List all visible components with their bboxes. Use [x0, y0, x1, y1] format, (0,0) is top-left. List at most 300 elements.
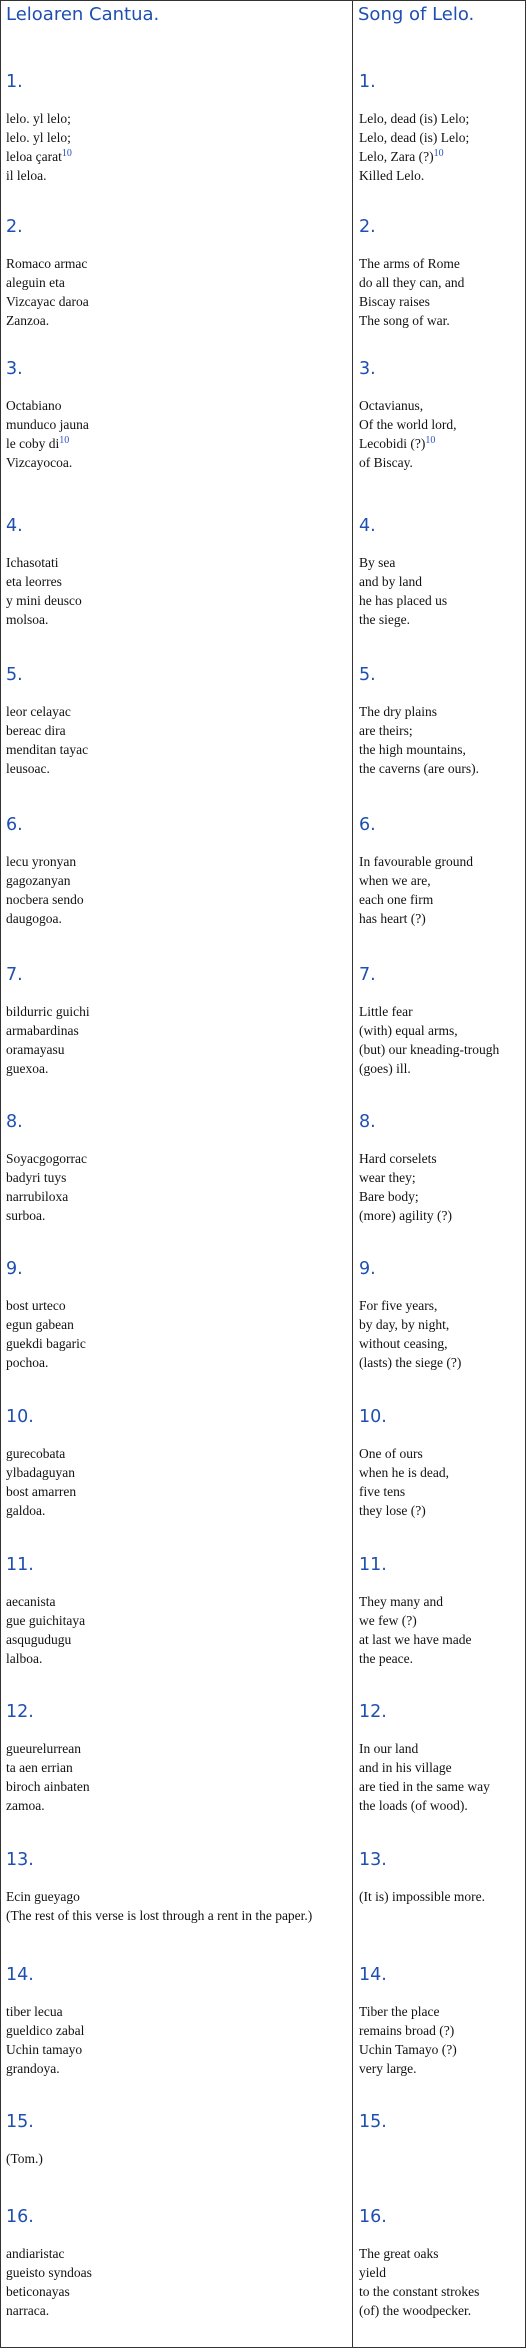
stanza-number: 16. [6, 2207, 34, 2227]
verse-line [359, 1296, 461, 1315]
english-stanza [359, 1964, 457, 2078]
stanza-lines [6, 1444, 76, 1520]
verse-text: (lasts) the siege (?) [359, 1355, 462, 1370]
verse-text: gueldico zabal [6, 2023, 85, 2038]
verse-line [359, 453, 456, 472]
verse-line [6, 1059, 90, 1078]
verse-text: narraca. [6, 2303, 50, 2318]
verse-text: (Tom.) [6, 2151, 43, 2166]
verse-line [359, 1021, 499, 1040]
verse-line [359, 396, 456, 415]
verse-line [359, 147, 469, 166]
verse-line [6, 2040, 84, 2059]
stanza-number: 9. [6, 1259, 23, 1279]
verse-text: In our land [359, 1741, 419, 1756]
verse-text: aleguin eta [6, 275, 65, 290]
stanza-number: 1. [6, 72, 23, 92]
verse-text: Bare body; [359, 1189, 419, 1204]
verse-line [6, 1501, 76, 1520]
stanza-number: 2. [359, 217, 376, 237]
stanza-lines [6, 1739, 90, 1815]
verse-line [6, 1002, 90, 1021]
verse-line [6, 109, 72, 128]
verse-line [6, 909, 84, 928]
verse-text: Vizcayocoa. [6, 455, 73, 470]
verse-line [6, 572, 82, 591]
verse-text: Ichasotati [6, 555, 59, 570]
verse-line [6, 1206, 87, 1225]
verse-line [6, 415, 89, 434]
english-stanza [359, 515, 447, 629]
verse-text: pochoa. [6, 1355, 49, 1370]
verse-text: the loads (of wood). [359, 1798, 468, 1813]
stanza-number: 9. [359, 1259, 376, 1279]
verse-line [6, 1777, 90, 1796]
stanza-number: 7. [6, 965, 23, 985]
stanza-number: 5. [6, 665, 23, 685]
verse-line [6, 591, 82, 610]
stanza-number: 10. [359, 1407, 387, 1427]
verse-line [6, 721, 88, 740]
verse-line [359, 1887, 485, 1906]
basque-stanza [6, 216, 89, 330]
verse-line [6, 1187, 87, 1206]
stanza-lines [359, 254, 464, 330]
verse-text: wear they; [359, 1170, 416, 1185]
verse-line [6, 759, 88, 778]
verse-text: nocbera sendo [6, 892, 84, 907]
verse-text: of Biscay. [359, 455, 413, 470]
stanza-lines [359, 852, 473, 928]
verse-line [359, 1149, 452, 1168]
stanza-lines [6, 1887, 312, 1925]
stanza-lines [6, 2149, 43, 2168]
verse-text: Lelo, dead (is) Lelo; [359, 130, 470, 145]
verse-text: Hard corselets [359, 1151, 437, 1166]
verse-text: The dry plains [359, 704, 437, 719]
verse-line [359, 1501, 449, 1520]
verse-line [359, 1739, 490, 1758]
verse-line [359, 292, 464, 311]
english-stanza [359, 1406, 449, 1520]
stanza-number: 14. [359, 1965, 387, 1985]
verse-line [359, 2040, 457, 2059]
stanza-number: 1. [359, 72, 376, 92]
verse-line [6, 166, 72, 185]
stanza-lines [359, 1296, 461, 1372]
verse-text: egun gabean [6, 1317, 74, 1332]
stanza-number: 7. [359, 965, 376, 985]
basque-column [1, 1, 353, 2347]
verse-text: badyri tuys [6, 1170, 67, 1185]
stanza-lines [6, 2244, 92, 2320]
basque-stanza [6, 1554, 85, 1668]
verse-text: The song of war. [359, 313, 450, 328]
verse-text: has heart (?) [359, 911, 426, 926]
verse-text: molsoa. [6, 612, 49, 627]
verse-line [6, 1296, 86, 1315]
verse-line [6, 273, 89, 292]
verse-line [359, 2059, 457, 2078]
verse-text: very large. [359, 2061, 417, 2076]
stanza-number: 15. [6, 2112, 34, 2132]
verse-text: tiber lecua [6, 2004, 63, 2019]
english-stanza [359, 1701, 490, 1815]
verse-text: the siege. [359, 612, 410, 627]
verse-line [359, 721, 479, 740]
verse-line [6, 702, 88, 721]
verse-text: Octabiano [6, 398, 62, 413]
stanza-number: 4. [359, 516, 376, 536]
stanza-lines [6, 1296, 86, 1372]
stanza-lines [359, 1739, 490, 1815]
verse-text: are tied in the same way [359, 1779, 490, 1794]
verse-line [359, 890, 473, 909]
verse-text: galdoa. [6, 1503, 46, 1518]
stanza-lines [359, 1149, 452, 1225]
verse-line [6, 1021, 90, 1040]
stanza-number: 15. [359, 2112, 387, 2132]
stanza-lines [6, 1149, 87, 1225]
verse-line [6, 434, 89, 453]
verse-line [6, 1611, 85, 1630]
verse-text: when he is dead, [359, 1465, 449, 1480]
verse-line [359, 553, 447, 572]
stanza-lines [6, 109, 72, 185]
verse-text: The arms of Rome [359, 256, 460, 271]
stanza-lines [359, 1592, 471, 1668]
stanza-number: 5. [359, 665, 376, 685]
basque-stanza [6, 2111, 43, 2168]
verse-text: armabardinas [6, 1023, 79, 1038]
verse-text: (but) our kneading-trough [359, 1042, 500, 1057]
basque-stanza [6, 515, 82, 629]
stanza-number: 11. [6, 1555, 34, 1575]
verse-line [359, 572, 447, 591]
verse-text: at last we have made [359, 1632, 472, 1647]
verse-line [6, 1482, 76, 1501]
verse-line [6, 2301, 92, 2320]
verse-text: by day, by night, [359, 1317, 450, 1332]
verse-line [6, 147, 72, 166]
verse-text: remains broad (?) [359, 2023, 455, 2038]
verse-line [6, 553, 82, 572]
verse-text: five tens [359, 1484, 406, 1499]
verse-line [6, 852, 84, 871]
verse-line [359, 852, 473, 871]
verse-text: Romaco armac [6, 256, 88, 271]
stanza-number: 14. [6, 1965, 34, 1985]
verse-text: guexoa. [6, 1061, 49, 1076]
english-stanza [359, 358, 456, 472]
verse-line [6, 1796, 90, 1815]
verse-line [359, 759, 479, 778]
stanza-number: 6. [6, 815, 23, 835]
basque-stanza [6, 814, 84, 928]
verse-text: ylbadaguyan [6, 1465, 75, 1480]
verse-line [359, 109, 469, 128]
verse-line [6, 396, 89, 415]
verse-line [6, 1592, 85, 1611]
verse-line [6, 2002, 84, 2021]
stanza-lines [6, 396, 89, 472]
verse-line [6, 128, 72, 147]
verse-text: One of ours [359, 1446, 423, 1461]
verse-line [359, 702, 479, 721]
verse-line [359, 1002, 499, 1021]
verse-text: gurecobata [6, 1446, 66, 1461]
verse-text: In favourable ground [359, 854, 473, 869]
verse-text: aecanista [6, 1594, 56, 1609]
verse-line [6, 2282, 92, 2301]
basque-stanza [6, 1258, 86, 1372]
verse-text: leloa çarat [6, 149, 62, 164]
verse-line [359, 254, 464, 273]
verse-line [359, 1168, 452, 1187]
verse-line [359, 1444, 449, 1463]
verse-line [6, 2021, 84, 2040]
english-stanza [359, 1554, 471, 1668]
verse-line [6, 1334, 86, 1353]
verse-line [6, 1649, 85, 1668]
verse-line [359, 591, 447, 610]
stanza-number: 3. [6, 359, 23, 379]
verse-text: Uchin Tamayo (?) [359, 2042, 457, 2057]
verse-line [359, 1206, 452, 1225]
verse-text: we few (?) [359, 1613, 417, 1628]
basque-stanza [6, 1701, 90, 1815]
english-stanza [359, 1258, 461, 1372]
stanza-lines [6, 852, 84, 928]
verse-text: For five years, [359, 1298, 438, 1313]
verse-text: bereac dira [6, 723, 66, 738]
verse-text: do all they can, and [359, 275, 465, 290]
english-stanza [359, 1849, 485, 1906]
verse-text: bost amarren [6, 1484, 77, 1499]
verse-text: (goes) ill. [359, 1061, 411, 1076]
basque-stanza [6, 71, 72, 185]
verse-line [359, 2244, 479, 2263]
verse-line [6, 1758, 90, 1777]
verse-line [359, 1611, 471, 1630]
verse-line [6, 610, 82, 629]
verse-text: ta aen errian [6, 1760, 73, 1775]
verse-text: andiaristac [6, 2246, 65, 2261]
verse-line [6, 311, 89, 330]
verse-line [6, 254, 89, 273]
verse-text: (more) agility (?) [359, 1208, 452, 1223]
verse-text: leusoac. [6, 761, 50, 776]
stanza-lines [359, 1887, 485, 1906]
verse-text: lelo. yl lelo; [6, 111, 71, 126]
english-stanza [359, 964, 499, 1078]
stanza-lines [359, 1002, 499, 1078]
verse-text: eta leorres [6, 574, 62, 589]
verse-line [359, 1059, 499, 1078]
verse-text: Lelo, dead (is) Lelo; [359, 111, 470, 126]
stanza-lines [6, 1592, 85, 1668]
verse-text: (It is) impossible more. [359, 1889, 485, 1904]
stanza-lines [6, 702, 88, 778]
verse-text: y mini deusco [6, 593, 82, 608]
verse-text: The great oaks [359, 2246, 439, 2261]
english-column [353, 1, 525, 2347]
verse-text: il leloa. [6, 168, 47, 183]
verse-text: menditan tayac [6, 742, 89, 757]
verse-text: oramayasu [6, 1042, 65, 1057]
verse-text: gueurelurrean [6, 1741, 81, 1756]
verse-line [359, 1040, 499, 1059]
verse-line [6, 890, 84, 909]
stanza-number: 2. [6, 217, 23, 237]
verse-line [359, 1592, 471, 1611]
verse-line [359, 1463, 449, 1482]
stanza-number: 11. [359, 1555, 387, 1575]
verse-text: Soyacgogorrac [6, 1151, 87, 1166]
verse-text: without ceasing, [359, 1336, 448, 1351]
verse-line [6, 453, 89, 472]
verse-line [6, 1463, 76, 1482]
verse-line [359, 415, 456, 434]
stanza-number: 3. [359, 359, 376, 379]
verse-text: Octavianus, [359, 398, 424, 413]
verse-line [6, 1040, 90, 1059]
verse-line [359, 1796, 490, 1815]
verse-line [359, 1187, 452, 1206]
verse-text: Tiber the place [359, 2004, 440, 2019]
footnote-link[interactable]: 10 [61, 148, 72, 159]
verse-line [6, 1887, 312, 1906]
verse-text: asqugudugu [6, 1632, 72, 1647]
verse-text: zamoa. [6, 1798, 45, 1813]
verse-line [6, 1444, 76, 1463]
basque-stanza [6, 1111, 87, 1225]
verse-text: lecu yronyan [6, 854, 77, 869]
verse-line [6, 1149, 87, 1168]
basque-title: Leloaren Cantua. [6, 4, 160, 25]
stanza-number: 16. [359, 2207, 387, 2227]
stanza-number: 6. [359, 815, 376, 835]
verse-line [359, 871, 473, 890]
verse-line [359, 740, 479, 759]
verse-line [359, 1315, 461, 1334]
verse-line [359, 1758, 490, 1777]
english-title: Song of Lelo. [358, 4, 475, 25]
basque-stanza [6, 1849, 312, 1925]
verse-text: Killed Lelo. [359, 168, 425, 183]
stanza-lines [359, 396, 456, 472]
verse-line [6, 2059, 84, 2078]
stanza-lines [6, 1002, 90, 1078]
english-stanza [359, 664, 479, 778]
verse-text: gue guichitaya [6, 1613, 86, 1628]
verse-line [6, 2263, 92, 2282]
verse-text: Of the world lord, [359, 417, 457, 432]
stanza-number: 13. [6, 1850, 34, 1870]
verse-text: and in his village [359, 1760, 452, 1775]
verse-text: Lelo, Zara (?) [359, 149, 434, 164]
english-stanza [359, 1111, 452, 1225]
verse-text: lalboa. [6, 1651, 43, 1666]
verse-text: to the constant strokes [359, 2284, 480, 2299]
stanza-number: 12. [359, 1702, 387, 1722]
stanza-lines [359, 553, 447, 629]
verse-text: each one firm [359, 892, 434, 907]
verse-text: guekdi bagaric [6, 1336, 86, 1351]
verse-line [359, 2282, 479, 2301]
verse-text: Ecin gueyago [6, 1889, 80, 1904]
verse-text: munduco jauna [6, 417, 89, 432]
verse-text: (of) the woodpecker. [359, 2303, 472, 2318]
stanza-lines [359, 109, 469, 185]
verse-text: (The rest of this verse is lost through a rent in the paper.) [6, 1908, 313, 1923]
verse-text: when we are, [359, 873, 431, 888]
stanza-number: 13. [359, 1850, 387, 1870]
verse-line [6, 871, 84, 890]
english-stanza [359, 814, 473, 928]
verse-text: he has placed us [359, 593, 448, 608]
footnote-link[interactable]: 10 [59, 435, 70, 446]
verse-text: the high mountains, [359, 742, 466, 757]
footnote-link[interactable]: 10 [425, 435, 436, 446]
stanza-number: 4. [6, 516, 23, 536]
verse-text: narrubiloxa [6, 1189, 69, 1204]
verse-text: yield [359, 2265, 386, 2280]
verse-text: bildurric guichi [6, 1004, 90, 1019]
stanza-number: 12. [6, 1702, 34, 1722]
verse-line [359, 909, 473, 928]
basque-stanza [6, 358, 89, 472]
verse-line [6, 1739, 90, 1758]
verse-line [359, 2263, 479, 2282]
verse-line [359, 2301, 479, 2320]
verse-line [6, 2149, 43, 2168]
basque-stanza [6, 964, 90, 1078]
verse-text: the caverns (are ours). [359, 761, 479, 776]
verse-text: gueisto syndoas [6, 2265, 92, 2280]
verse-line [359, 1649, 471, 1668]
basque-stanza [6, 1964, 84, 2078]
english-stanza [359, 2111, 387, 2149]
verse-line [359, 610, 447, 629]
verse-line [6, 292, 89, 311]
stanza-number: 10. [6, 1407, 34, 1427]
verse-text: biroch ainbaten [6, 1779, 90, 1794]
verse-text: are theirs; [359, 723, 413, 738]
verse-line [359, 1353, 461, 1372]
verse-text: grandoya. [6, 2061, 60, 2076]
stanza-number: 8. [6, 1112, 23, 1132]
verse-text: and by land [359, 574, 422, 589]
stanza-lines [6, 254, 89, 330]
verse-text: Uchin tamayo [6, 2042, 83, 2057]
verse-text: surboa. [6, 1208, 46, 1223]
verse-text: Biscay raises [359, 294, 430, 309]
verse-text: Vizcayac daroa [6, 294, 89, 309]
stanza-number: 8. [359, 1112, 376, 1132]
verse-line [6, 1630, 85, 1649]
basque-stanza [6, 1406, 76, 1520]
verse-text: beticonayas [6, 2284, 70, 2299]
verse-text: they lose (?) [359, 1503, 426, 1518]
verse-text: gagozanyan [6, 873, 71, 888]
footnote-link[interactable]: 10 [433, 148, 444, 159]
stanza-lines [6, 553, 82, 629]
verse-line [6, 1353, 86, 1372]
stanza-lines [359, 2002, 457, 2078]
verse-text: daugogoa. [6, 911, 62, 926]
verse-text: bost urteco [6, 1298, 66, 1313]
